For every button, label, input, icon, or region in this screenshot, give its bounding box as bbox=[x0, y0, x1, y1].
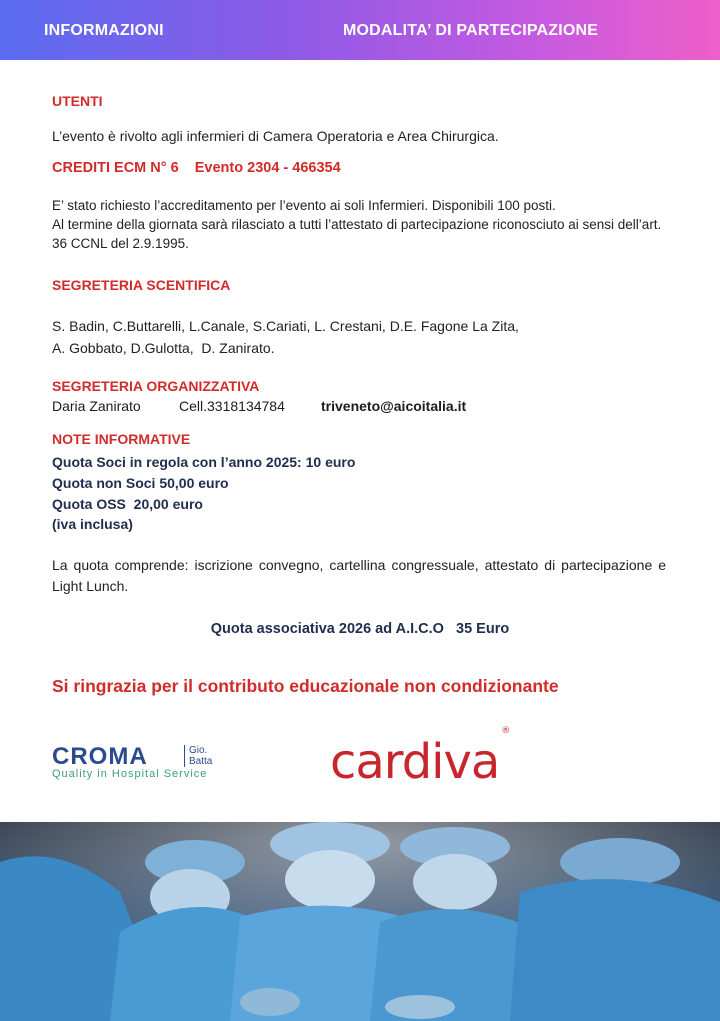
surgeons-illustration bbox=[0, 822, 720, 1021]
contact-name: Daria Zanirato bbox=[52, 398, 141, 414]
note-quota-oss: Quota OSS 20,00 euro bbox=[52, 496, 203, 512]
utenti-text: L’evento è rivolto agli infermieri di Camera Operatoria e Area Chirurgica. bbox=[52, 128, 499, 144]
crediti-heading: CREDITI ECM N° 6 Evento 2304 - 466354 bbox=[52, 160, 341, 176]
cardiva-wordmark: cardiva bbox=[330, 734, 500, 790]
header-bar bbox=[0, 0, 720, 60]
contact-email[interactable]: triveneto@aicoitalia.it bbox=[321, 398, 467, 414]
croma-tagline: Quality in Hospital Service bbox=[52, 768, 208, 780]
quota-associativa: Quota associativa 2026 ad A.I.C.O 35 Euro bbox=[210, 621, 510, 637]
thanks-text: Si ringrazia per il contributo educazionale non condizionante bbox=[52, 676, 559, 696]
registered-mark: ® bbox=[501, 726, 510, 736]
segreteria-scientifica-line2: A. Gobbato, D.Gulotta, D. Zanirato. bbox=[52, 340, 275, 356]
contact-phone: Cell.3318134784 bbox=[179, 398, 285, 414]
segreteria-organizzativa-heading: SEGRETERIA ORGANIZZATIVA bbox=[52, 378, 260, 394]
note-heading: NOTE INFORMATIVE bbox=[52, 431, 191, 447]
croma-logo bbox=[52, 745, 232, 785]
note-quota-non-soci: Quota non Soci 50,00 euro bbox=[52, 475, 229, 491]
contact-row bbox=[52, 398, 672, 418]
note-iva: (iva inclusa) bbox=[52, 516, 133, 532]
utenti-heading: UTENTI bbox=[52, 93, 103, 109]
croma-gio-batta: Gio. Batta bbox=[184, 745, 212, 767]
cardiva-logo bbox=[330, 726, 510, 790]
header-title-modalita: MODALITA’ DI PARTECIPAZIONE bbox=[343, 22, 599, 39]
header-title-informazioni: INFORMAZIONI bbox=[44, 22, 164, 39]
crediti-line1: E’ stato richiesto l’accreditamento per l’evento ai soli Infermieri. Disponibili 100 posti. bbox=[52, 198, 556, 213]
segreteria-scientifica-heading: SEGRETERIA SCENTIFICA bbox=[52, 277, 231, 293]
croma-wordmark: CROMA bbox=[52, 743, 148, 770]
crediti-line2: Al termine della giornata sarà rilasciato a tutti l’attestato di partecipazione riconosciuto ai sensi dell’art. 36 CCNL del 2.9.1995. bbox=[52, 217, 662, 251]
note-quota-soci: Quota Soci in regola con l’anno 2025: 10 euro bbox=[52, 454, 356, 470]
segreteria-scientifica-line1: S. Badin, C.Buttarelli, L.Canale, S.Cariati, L. Crestani, D.E. Fagone La Zita, bbox=[52, 318, 519, 334]
surgeons-photo bbox=[0, 822, 720, 1021]
note-includes: La quota comprende: iscrizione convegno, cartellina congressuale, attestato di partecipazione e Light Lunch. bbox=[52, 557, 666, 594]
